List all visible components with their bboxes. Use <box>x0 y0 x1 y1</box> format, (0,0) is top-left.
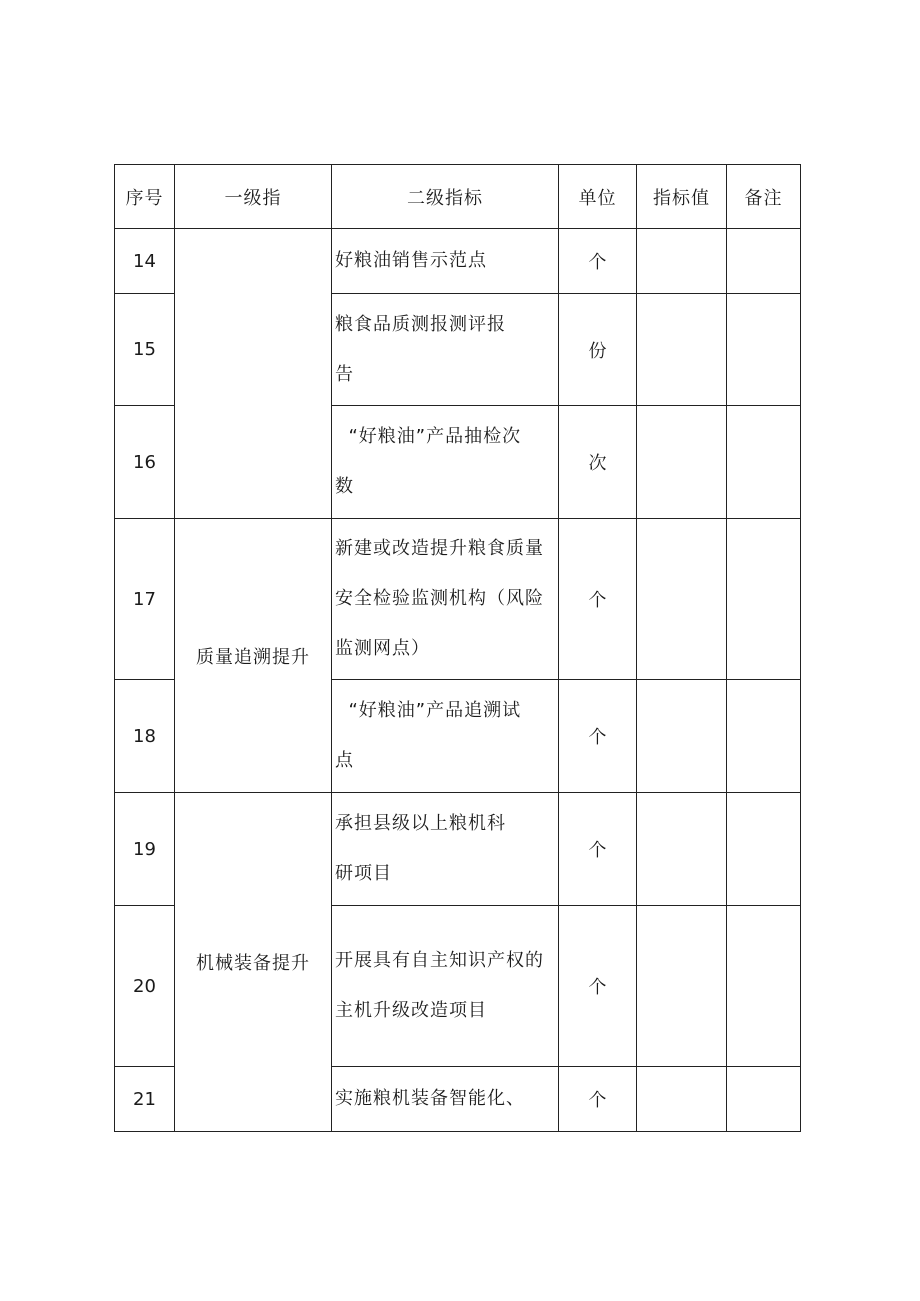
header-level2: 二级指标 <box>332 165 559 229</box>
row-value <box>637 680 727 793</box>
row-unit: 次 <box>559 406 637 519</box>
header-unit: 单位 <box>559 165 637 229</box>
row-unit: 个 <box>559 680 637 793</box>
row-remark <box>727 519 801 680</box>
row-seq: 17 <box>115 519 175 680</box>
row-level2: 开展具有自主知识产权的 主机升级改造项目 <box>332 906 559 1067</box>
level1-group-quality-traceability <box>175 519 332 793</box>
row-unit: 个 <box>559 519 637 680</box>
row-value <box>637 229 727 294</box>
row-value <box>637 519 727 680</box>
row-remark <box>727 406 801 519</box>
table-row <box>115 793 801 906</box>
header-value: 指标值 <box>637 165 727 229</box>
row-seq: 16 <box>115 406 175 519</box>
row-level2: 新建或改造提升粮食质量 安全检验监测机构（风险 监测网点） <box>332 519 559 680</box>
row-seq: 14 <box>115 229 175 294</box>
row-unit: 份 <box>559 294 637 406</box>
header-level1: 一级指 <box>175 165 332 229</box>
row-value <box>637 1067 727 1132</box>
level1-group-label: 机械装备提升 <box>196 953 310 974</box>
row-level2: 实施粮机装备智能化、 <box>332 1067 559 1132</box>
row-seq: 20 <box>115 906 175 1067</box>
level1-group-quality-promotion <box>175 229 332 519</box>
header-seq: 序号 <box>115 165 175 229</box>
table-header-row <box>115 165 801 229</box>
indicator-table <box>114 164 801 1132</box>
row-unit: 个 <box>559 793 637 906</box>
row-unit: 个 <box>559 1067 637 1132</box>
row-level2: 好粮油销售示范点 <box>332 229 559 294</box>
row-remark <box>727 793 801 906</box>
row-level2: 粮食品质测报测评报 告 <box>332 294 559 406</box>
row-level2: 承担县级以上粮机科 研项目 <box>332 793 559 906</box>
row-remark <box>727 680 801 793</box>
row-unit: 个 <box>559 906 637 1067</box>
row-remark <box>727 229 801 294</box>
level1-group-machinery <box>175 793 332 1132</box>
row-unit: 个 <box>559 229 637 294</box>
row-value <box>637 406 727 519</box>
row-remark <box>727 906 801 1067</box>
row-value <box>637 906 727 1067</box>
row-remark <box>727 1067 801 1132</box>
row-value <box>637 294 727 406</box>
row-seq: 19 <box>115 793 175 906</box>
row-seq: 15 <box>115 294 175 406</box>
row-value <box>637 793 727 906</box>
row-seq: 18 <box>115 680 175 793</box>
table-row <box>115 519 801 680</box>
row-level2: “好粮油”产品抽检次 数 <box>332 406 559 519</box>
table-row <box>115 229 801 294</box>
row-level2: “好粮油”产品追溯试 点 <box>332 680 559 793</box>
header-remark: 备注 <box>727 165 801 229</box>
row-remark <box>727 294 801 406</box>
level1-group-label: 质量追溯提升 <box>196 646 310 668</box>
row-seq: 21 <box>115 1067 175 1132</box>
